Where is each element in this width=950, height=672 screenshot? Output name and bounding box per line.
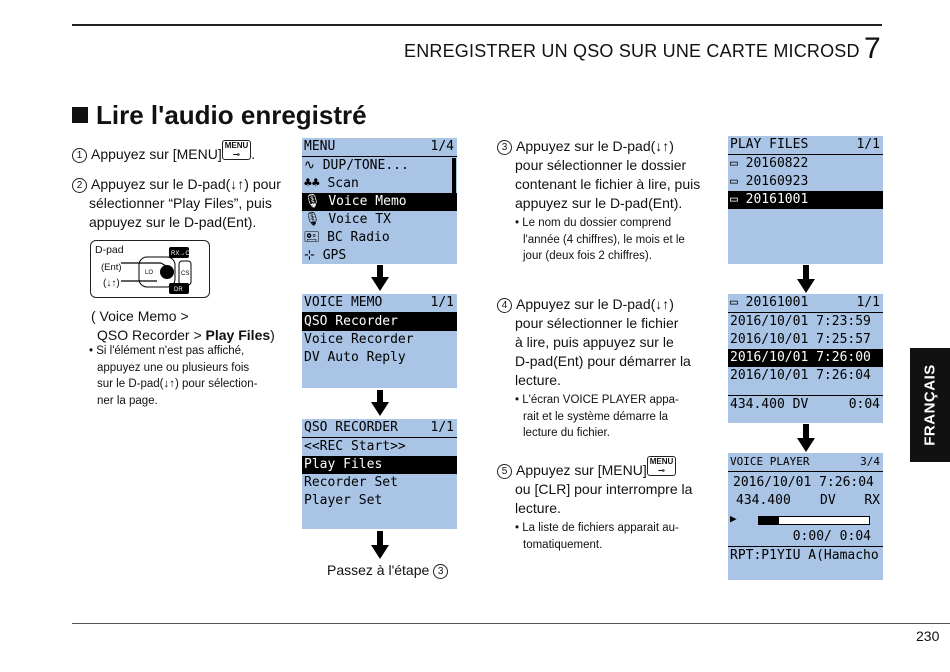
folder-icon: ▭ bbox=[730, 295, 746, 310]
menu-path: ( Voice Memo > QSO Recorder > Play Files) bbox=[91, 308, 275, 343]
file-item: 2016/10/01 7:23:59 bbox=[730, 314, 871, 329]
step-number: 5 bbox=[497, 464, 512, 479]
menu-item-selected: 🎙 Voice Memo bbox=[302, 193, 457, 211]
step-1: 1 Appuyez sur [MENU]MENU ⊸ . bbox=[72, 140, 282, 164]
arrow-down-icon bbox=[797, 265, 815, 293]
menu-item-selected: QSO Recorder bbox=[302, 313, 457, 331]
language-tab: FRANÇAIS bbox=[910, 348, 950, 462]
menu-item: Player Set bbox=[304, 493, 383, 508]
folder-item: ▭ 20160822 bbox=[730, 156, 809, 171]
menu-item: 🖭 BC Radio bbox=[304, 230, 390, 245]
lcd-title: QSO RECORDER 1/1 bbox=[302, 419, 457, 438]
arrow-down-icon bbox=[371, 531, 389, 559]
arrow-down-icon bbox=[371, 390, 389, 416]
menu-item: Recorder Set bbox=[304, 475, 398, 490]
menu-item: ∿ DUP/TONE... bbox=[304, 158, 409, 173]
dpad-icon bbox=[121, 243, 207, 295]
lcd-voice-player-screen bbox=[728, 453, 883, 580]
menu-item-selected: Play Files bbox=[302, 456, 457, 474]
folder-icon: ▭ bbox=[730, 174, 746, 189]
square-bullet-icon bbox=[72, 107, 88, 123]
lcd-qso-recorder-screen bbox=[302, 419, 457, 529]
note-left: • Si l'élément n'est pas affiché, appuyez une ou plusieurs fois sur le D-pad(↓↑) pour sélection- ner la page. bbox=[89, 345, 258, 407]
step-number: 2 bbox=[72, 178, 87, 193]
chapter-title: ENREGISTRER UN QSO SUR UNE CARTE MICROSD bbox=[404, 41, 860, 61]
player-datetime: 2016/10/01 7:26:04 bbox=[733, 475, 874, 490]
step-number: 1 bbox=[72, 148, 87, 163]
folder-icon: ▭ bbox=[730, 192, 746, 207]
lcd-play-files-screen bbox=[728, 136, 883, 264]
lcd-title: VOICE MEMO 1/1 bbox=[302, 294, 457, 313]
menu-key-icon: MENU ⊸ bbox=[222, 140, 252, 160]
lcd-title: PLAY FILES 1/1 bbox=[728, 136, 883, 155]
note-step-5: • La liste de fichiers apparait au- tomatiquement. bbox=[515, 522, 679, 551]
progress-bar bbox=[758, 516, 870, 525]
lcd-title: VOICE PLAYER 3/4 bbox=[728, 453, 883, 472]
section-title: Lire l'audio enregistré bbox=[72, 100, 367, 131]
menu-item: ♣♣ Scan bbox=[304, 176, 359, 191]
note-step-4: • L'écran VOICE PLAYER appa- rait et le système démarre la lecture du fichier. bbox=[515, 394, 679, 439]
file-item-selected: 2016/10/01 7:26:00 bbox=[728, 349, 883, 367]
player-freq-row: 434.400 DV RX bbox=[736, 493, 880, 508]
play-icon: ▶ bbox=[730, 512, 737, 525]
lcd-menu-screen bbox=[302, 138, 457, 264]
svg-text:CS: CS bbox=[181, 271, 190, 277]
folder-icon: ▭ bbox=[730, 156, 746, 171]
lcd-title: ▭ 20161001 1/1 bbox=[728, 294, 883, 313]
svg-text:DR: DR bbox=[174, 287, 183, 293]
arrow-down-icon bbox=[797, 424, 815, 452]
player-progress-row bbox=[728, 510, 883, 528]
lcd-status-row: 434.400 DV 0:04 bbox=[728, 395, 883, 414]
header-rule bbox=[72, 24, 882, 26]
menu-item: 🎙 Voice TX bbox=[304, 212, 391, 227]
file-item: 2016/10/01 7:26:04 bbox=[730, 368, 871, 383]
note-step-3: • Le nom du dossier comprend l'année (4 chiffres), le mois et le jour (deux fois 2 chiffres). bbox=[515, 217, 685, 262]
lcd-title: MENU 1/4 bbox=[302, 138, 457, 157]
folder-item-selected: ▭ 20161001 bbox=[728, 191, 883, 209]
file-item: 2016/10/01 7:25:57 bbox=[730, 332, 871, 347]
step-5: 5 Appuyez sur [MENU]MENU ⊸ ou [CLR] pour interrompre la lecture. • La liste de fichiers apparait au- tomatiquement. bbox=[497, 456, 702, 553]
step-4: 4 Appuyez sur le D-pad(↓↑) pour sélectionner le fichier à lire, puis appuyez sur le D-pad(Ent) pour démarrer la lecture. • L'écran VOICE PLAYER appa- rait et le système démarre la lecture du fichier. bbox=[497, 295, 702, 442]
folder-item: ▭ 20160923 bbox=[730, 174, 809, 189]
page-number: 230 bbox=[916, 628, 940, 644]
menu-item: DV Auto Reply bbox=[304, 350, 406, 365]
step-2: 2 Appuyez sur le D-pad(↓↑) pour sélectionner “Play Files”, puis appuyez sur le D-pad(Ent). bbox=[72, 175, 282, 232]
dpad-diagram: D-pad (Ent) (↓↑) LO RX→CS DR CS bbox=[90, 240, 210, 298]
lcd-scrollbar bbox=[452, 158, 456, 206]
menu-item: <<REC Start>> bbox=[304, 439, 406, 454]
lcd-folder-screen bbox=[728, 294, 883, 423]
lcd-voice-memo-screen bbox=[302, 294, 457, 388]
progress-fill bbox=[759, 517, 779, 524]
menu-item: Voice Recorder bbox=[304, 332, 414, 347]
player-rpt: RPT:P1YIU A(Hamacho bbox=[728, 546, 883, 565]
svg-text:LO: LO bbox=[145, 270, 154, 276]
menu-item: ⊹ GPS bbox=[304, 248, 347, 263]
step-3: 3 Appuyez sur le D-pad(↓↑) pour sélectionner le dossier contenant le fichier à lire, puis appuyez sur le D-pad(Ent). • Le nom du dossier comprend l'année (4 chiffres), le mois et le jour (deux fois 2 chiffres). bbox=[497, 137, 702, 265]
chapter-number: 7 bbox=[864, 32, 881, 65]
step-number: 3 bbox=[497, 140, 512, 155]
player-elapsed: 0:00/ 0:04 bbox=[792, 529, 871, 544]
svg-text:RX→CS: RX→CS bbox=[171, 251, 194, 257]
footer-rule bbox=[72, 623, 950, 624]
menu-key-icon: MENU ⊸ bbox=[647, 456, 677, 476]
go-to-step: Passez à l'étape 3 bbox=[327, 561, 452, 580]
step-number: 4 bbox=[497, 298, 512, 313]
arrow-down-icon bbox=[371, 265, 389, 291]
